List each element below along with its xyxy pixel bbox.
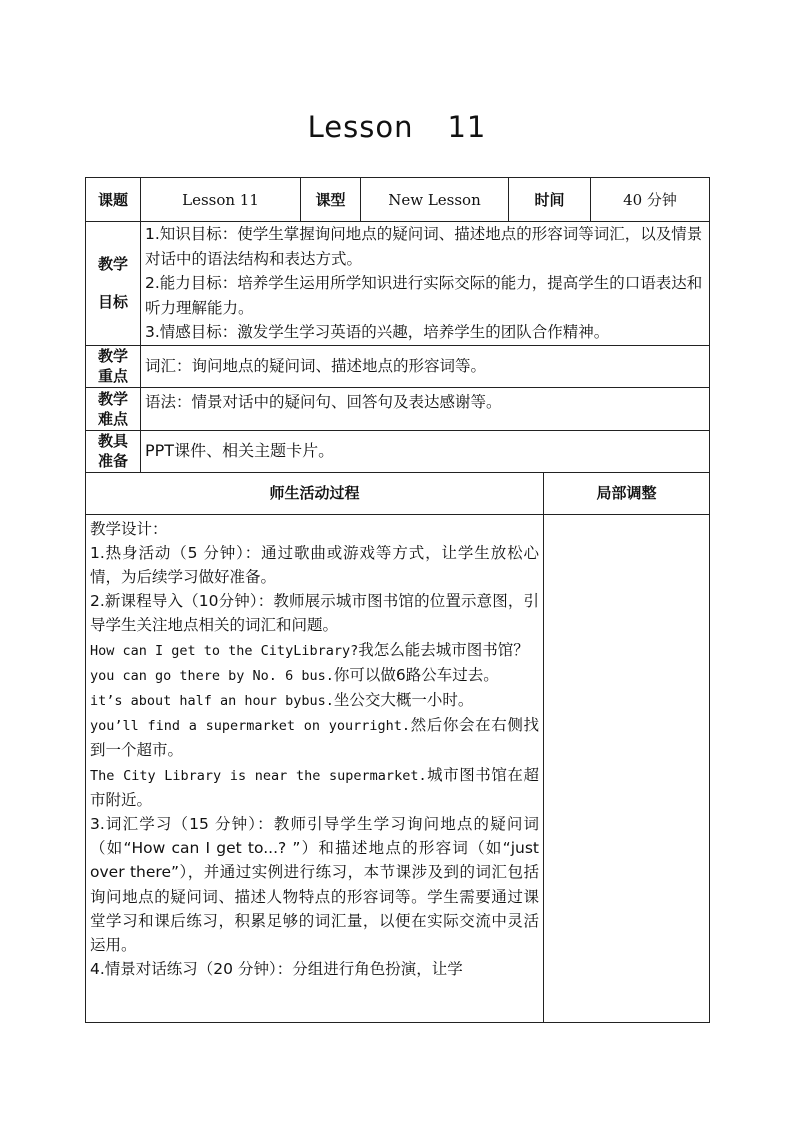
difficulties-label [86, 387, 141, 430]
goals-row [86, 222, 710, 346]
time-label: 时间 [509, 178, 591, 222]
dialogue-line-1 [90, 638, 539, 663]
type-value: New Lesson [361, 178, 509, 222]
goal-line-1: 1.知识目标：使学生掌握询问地点的疑问词、描述地点的形容词等词汇，以及情景对话中的语法结构和表达方式。 [145, 225, 703, 268]
process-step-1: 1.热身活动（5 分钟）：通过歌曲或游戏等方式，让学生放松心情，为后续学习做好准备。 [90, 543, 539, 586]
process-content [86, 514, 544, 1022]
title-number: 11 [447, 110, 487, 144]
goal-line-3: 3.情感目标：激发学生学习英语的兴趣，培养学生的团队合作精神。 [145, 323, 610, 341]
process-intro: 教学设计： [90, 519, 168, 538]
process-header-row [86, 472, 710, 514]
materials-row [86, 430, 710, 472]
materials-label [86, 430, 141, 472]
dialogue-line-2 [90, 663, 539, 688]
dialogue-line-3 [90, 688, 539, 713]
difficulties-row [86, 387, 710, 430]
goals-content [141, 222, 710, 346]
difficulties-label-top: 教学 [97, 389, 128, 408]
dialogue-line-5-en: The City Library is near the supermarket. [90, 767, 427, 784]
topic-label: 课题 [86, 178, 141, 222]
page-title [0, 110, 794, 144]
difficulties-label-bottom: 难点 [97, 409, 128, 428]
process-row [86, 514, 710, 1022]
goals-label-bottom: 目标 [97, 293, 128, 312]
materials-text: PPT课件、相关主题卡片。 [141, 430, 710, 472]
materials-label-bottom: 准备 [97, 452, 128, 470]
key-points-label [86, 345, 141, 387]
process-activity-header: 师生活动过程 [86, 472, 544, 514]
process-adjust-cell [544, 514, 710, 1022]
dialogue-line-4-en: you’ll find a supermarket on yourright. [90, 718, 411, 735]
process-step-3: 3.词汇学习（15 分钟）：教师引导学生学习询问地点的疑问词（如“How can I get to...? ”）和描述地点的形容词（如“just over there”），并通过实例进行练习，本节课涉及到的词汇包括询问地点的疑问词、描述人物特点的形容词等。学生需要通过课堂学习和课后练习，积累足够的词汇量，以便在实际交流中灵活运用。 [90, 814, 539, 954]
time-value: 40 分钟 [591, 178, 710, 222]
lesson-plan-table [85, 177, 710, 1023]
key-points-text: 词汇：询问地点的疑问词、描述地点的形容词等。 [141, 345, 710, 387]
info-row [86, 178, 710, 222]
key-points-row [86, 345, 710, 387]
dialogue-line-3-en: it’s about half an hour bybus. [90, 692, 334, 709]
dialogue-line-5-zh: 城市图书馆在超市附近。 [90, 765, 539, 809]
dialogue-line-3-zh: 坐公交大概一小时。 [333, 690, 474, 709]
dialogue-line-1-zh: 我怎么能去城市图书馆？ [358, 640, 529, 659]
key-points-label-top: 教学 [97, 347, 128, 365]
key-points-label-bottom: 重点 [97, 367, 128, 385]
materials-label-top: 教具 [97, 432, 128, 450]
dialogue-line-4-zh: 然后你会在右侧找到一个超市。 [90, 716, 539, 760]
process-adjust-header: 局部调整 [544, 472, 710, 514]
goals-label [86, 222, 141, 346]
dialogue-line-4 [90, 713, 539, 762]
title-word: Lesson [307, 110, 414, 144]
dialogue-line-2-zh: 你可以做6路公车过去。 [333, 665, 499, 684]
topic-value: Lesson 11 [141, 178, 301, 222]
process-step-4: 4.情景对话练习（20 分钟）：分组进行角色扮演，让学 [90, 960, 463, 979]
dialogue-line-1-en: How can I get to the CityLibrary? [90, 642, 359, 659]
dialogue-line-2-en: you can go there by No. 6 bus. [90, 667, 334, 684]
goal-line-2: 2.能力目标：培养学生运用所学知识进行实际交际的能力，提高学生的口语表达和听力理解能力。 [145, 274, 703, 317]
difficulties-text: 语法：情景对话中的疑问句、回答句及表达感谢等。 [141, 387, 710, 430]
type-label: 课型 [301, 178, 361, 222]
process-step-2: 2.新课程导入（10分钟）：教师展示城市图书馆的位置示意图，引导学生关注地点相关的词汇和问题。 [90, 592, 539, 635]
dialogue-line-5 [90, 763, 539, 812]
goals-label-top: 教学 [97, 255, 128, 274]
